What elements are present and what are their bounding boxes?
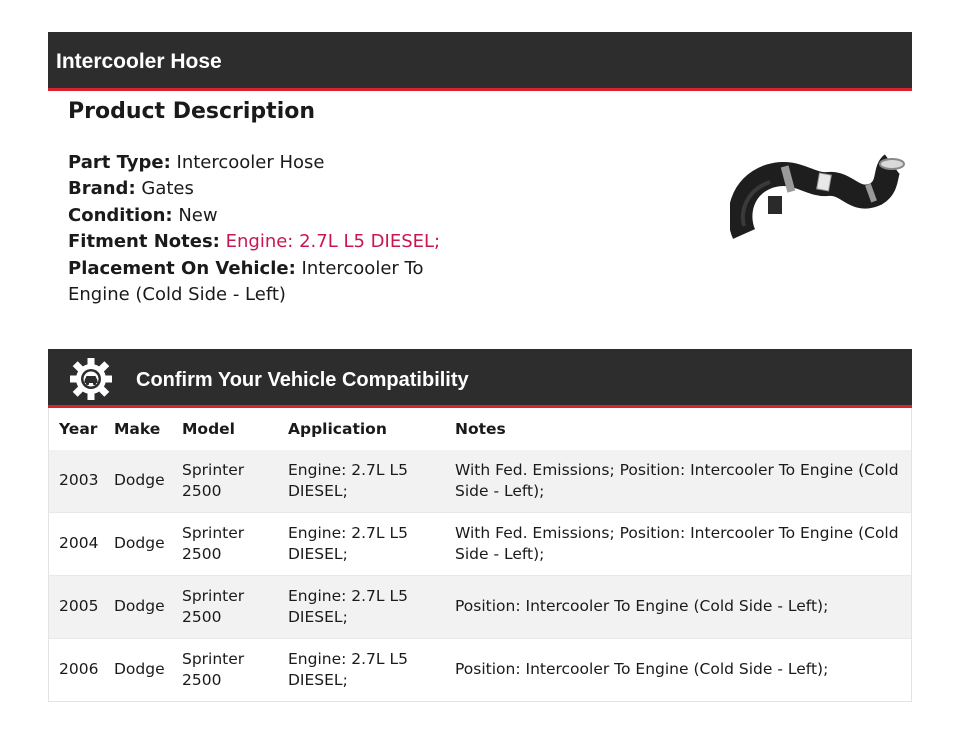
cell-year: 2006 (49, 639, 105, 702)
spec-placement: Placement On Vehicle: Intercooler To Engine (Cold Side - Left) (68, 257, 424, 306)
column-header-notes: Notes (445, 408, 912, 450)
cell-notes: Position: Intercooler To Engine (Cold Side - Left); (445, 639, 912, 702)
table-row (49, 639, 912, 702)
table-row (49, 513, 912, 576)
cell-make: Dodge (104, 639, 172, 702)
spec-fitment-notes: Fitment Notes: Engine: 2.7L L5 DIESEL; (68, 231, 441, 253)
cell-notes: Position: Intercooler To Engine (Cold Side - Left); (445, 576, 912, 639)
column-header-year: Year (49, 408, 105, 450)
column-header-application: Application (278, 408, 445, 450)
gear-car-icon (68, 357, 114, 401)
compatibility-table (48, 408, 912, 702)
cell-year: 2004 (49, 513, 105, 576)
cell-year: 2005 (49, 576, 105, 639)
table-row (49, 576, 912, 639)
cell-application: Engine: 2.7L L5 DIESEL; (278, 639, 445, 702)
cell-year: 2003 (49, 450, 105, 513)
spec-part-type: Part Type: Intercooler Hose (68, 152, 325, 173)
table-header-row (49, 408, 912, 450)
product-title-banner (48, 32, 912, 91)
cell-application: Engine: 2.7L L5 DIESEL; (278, 513, 445, 576)
spec-brand: Brand: Gates (68, 178, 194, 200)
cell-make: Dodge (104, 576, 172, 639)
cell-model: Sprinter 2500 (172, 576, 278, 639)
cell-make: Dodge (104, 450, 172, 513)
cell-notes: With Fed. Emissions; Position: Intercooler To Engine (Cold Side - Left); (445, 513, 912, 576)
product-description (68, 96, 448, 308)
compatibility-title: Confirm Your Vehicle Compatibility (136, 369, 469, 391)
compatibility-banner (48, 349, 912, 408)
cell-notes: With Fed. Emissions; Position: Intercooler To Engine (Cold Side - Left); (445, 450, 912, 513)
cell-application: Engine: 2.7L L5 DIESEL; (278, 576, 445, 639)
cell-model: Sprinter 2500 (172, 639, 278, 702)
column-header-make: Make (104, 408, 172, 450)
product-title: Intercooler Hose (56, 50, 222, 73)
intercooler-hose-image[interactable] (730, 152, 906, 242)
cell-application: Engine: 2.7L L5 DIESEL; (278, 450, 445, 513)
table-row (49, 450, 912, 513)
spec-list (68, 150, 448, 308)
cell-make: Dodge (104, 513, 172, 576)
spec-condition: Condition: New (68, 204, 218, 226)
description-heading: Product Description (68, 99, 316, 124)
cell-model: Sprinter 2500 (172, 513, 278, 576)
cell-model: Sprinter 2500 (172, 450, 278, 513)
column-header-model: Model (172, 408, 278, 450)
